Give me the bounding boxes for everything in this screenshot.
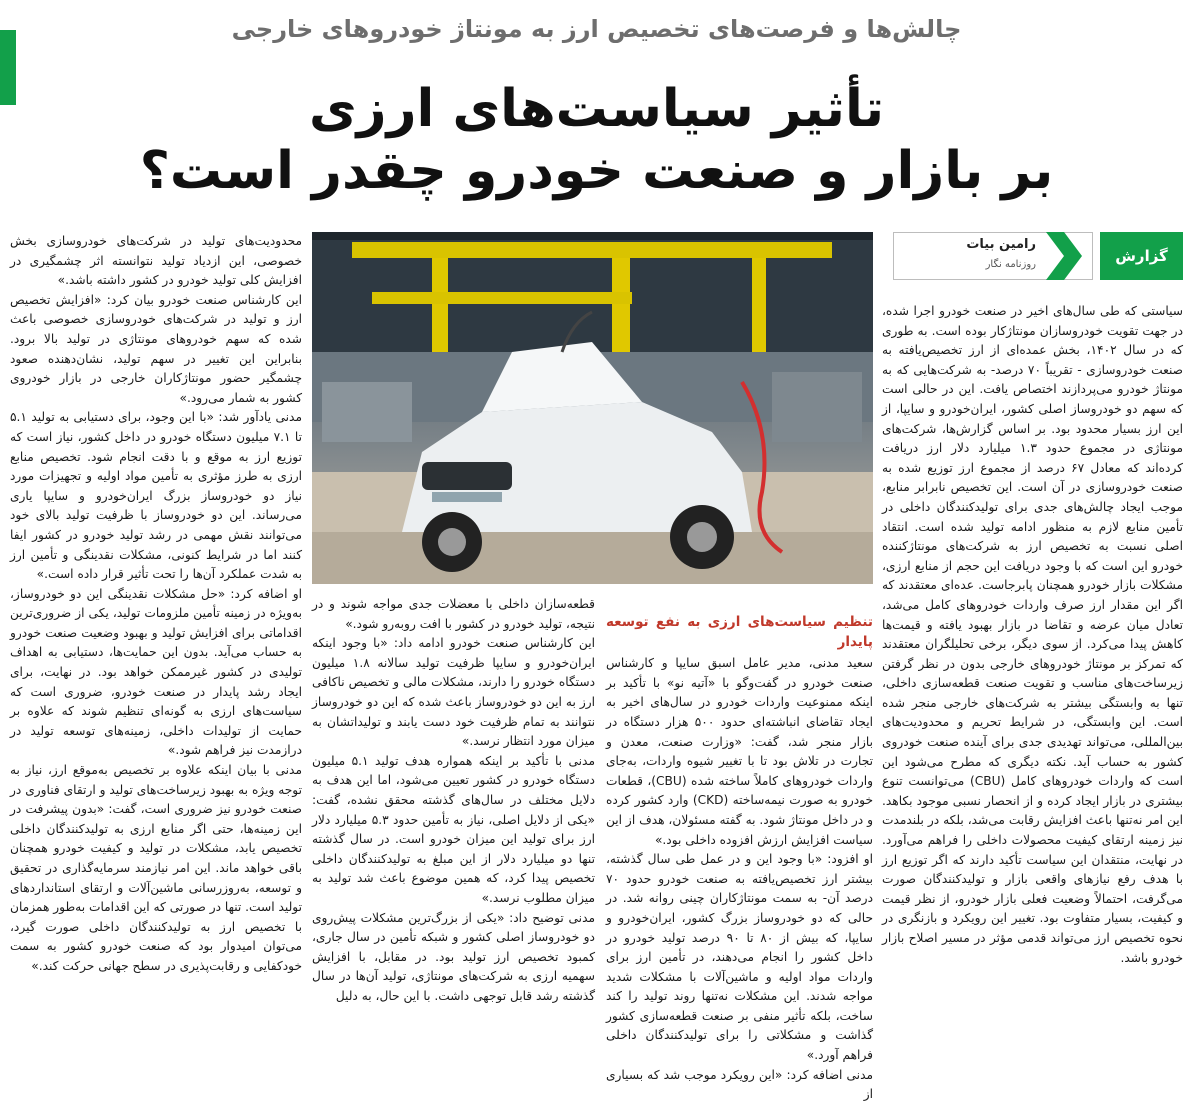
headline-line-1: تأثیر سیاست‌های ارزی	[308, 79, 885, 139]
paragraph: مدنی اضافه کرد: «این رویکرد موجب شد که بسیاری از	[606, 1067, 873, 1102]
report-tag	[1100, 232, 1183, 280]
paragraph: او افزود: «با وجود این و در عمل طی سال گذشته، بیشتر ارز تخصیص‌یافته به صنعت خودرو حدود ۷۰ درصد آن- به سمت مونتاژکاران چینی روانه شد. در حالی که دو خودروساز بزرگ کشور، ایران‌خودرو و سایپا، که بیش از ۸۰ تا ۹۰ درصد تولید خودرو در داخل کشور را انجام می‌دهند، در تأمین ارز برای واردات مواد اولیه و ماشین‌آلات با مشکلات شدید مواجه شدند. این مشکلات نه‌تنها روند تولید را کند ساخت، بلکه تأثیر منفی بر صنعت قطعه‌سازی کشور گذاشت و مشکلاتی را برای تولیدکنندگان داخلی فراهم آورد.»	[606, 852, 874, 1063]
article-kicker: چالش‌ها و فرصت‌های تخصیص ارز به مونتاژ خودروهای خارجی	[231, 15, 962, 43]
article-headline	[40, 78, 1153, 202]
column-right	[882, 302, 1183, 1012]
car-factory-illustration	[312, 232, 873, 584]
report-tag-label: گزارش	[1115, 247, 1168, 265]
edge-accent-bar	[0, 30, 16, 105]
subheading: تنظیم سیاست‌های ارزی به نفع توسعه پایدار	[606, 614, 873, 650]
column-middle-left	[312, 595, 595, 1012]
author-name: رامین بیات	[966, 237, 1036, 252]
paragraph: محدودیت‌های تولید در شرکت‌های خودروسازی بخش خصوصی، این ازدیاد تولید نتوانسته اثر چشمگیری در افزایش کلی تولید خودرو در کشور داشته باشد.»	[10, 234, 302, 288]
paragraph: مدنی توضیح داد: «یکی از بزرگ‌ترین مشکلات پیش‌روی دو خودروساز اصلی کشور و شبکه تأمین در سال جاری، کمبود تخصیص ارز تولید بود. در مقابل، با افزایش سهمیه ارزی به شرکت‌های مونتاژی، تولید آن‌ها در سال گذشته رشد قابل توجهی داشت. با این حال، به دلیل	[312, 910, 595, 1003]
chevron-icon	[1032, 232, 1092, 280]
author-role: روزنامه نگار	[985, 259, 1036, 270]
paragraph: سعید مدنی، مدیر عامل اسبق سایپا و کارشناس صنعت خودرو در گفت‌وگو با «آتیه نو» با تأکید بر اینکه ممنوعیت واردات خودرو در سال‌های اخیر به ایجاد تقاضای انباشته‌ای حدود ۵۰۰ هزار دستگاه در بازار منجر شد، گفت: «وزارت صنعت، معدن و تجارت در تلاش بود تا با تغییر شیوه واردات، به‌جای واردات خودروهای کاملاً ساخته شده (CBU)، قطعات خودرو به صورت نیمه‌ساخته (CKD) وارد کشور کرده و در داخل مونتاژ شود. به گفته مسئولان، هدف از این سیاست افزایش ارزش افزوده داخلی بود.»	[606, 656, 874, 847]
column-middle-right	[606, 613, 874, 1102]
column-left	[10, 232, 302, 1012]
paragraph: سیاستی که طی سال‌های اخیر در صنعت خودرو اجرا شده، در جهت تقویت خودروسازان مونتاژکار بوده است. به طوری که در سال ۱۴۰۲، بخش عمده‌ای از ارز تخصیص‌یافته به صنعت خودروسازی - تقریباً ۷۰ درصد- به شرکت‌هایی که به مونتاژ خودرو می‌پردازند اختصاص یافت. این در حالی است که سهم دو خودروساز اصلی کشور، ایران‌خودرو و سایپا، از این ارز بسیار محدود بود. بر اساس گزارش‌ها، شرکت‌های مونتاژی در مجموع حدود ۱.۳ میلیارد دلار ارز دریافت کرده‌اند که معادل ۶۷ درصد از مجموع ارز توزیع شده به صنعت خودروسازی در آن است. این تخصیص نابرابر منابع، موجب ایجاد چالش‌های جدی برای تولیدکنندگان داخلی در تأمین منابع لازم به منظور ادامه تولید شده است. انتقاد اصلی نسبت به تخصیص ارز به شرکت‌های مونتاژکننده خودرو این است که با وجود دریافت این حجم از منابع ارزی، مشکلات بازار خودرو همچنان پابرجاست. عده‌ای معتقدند که اگر این مقدار ارز صرف واردات خودروهای کامل می‌شد، تعادل میان عرضه و تقاضا در بازار بهبود یافته و قیمت‌ها کاهش پیدا می‌کرد. از سوی دیگر، برخی تحلیلگران معتقدند که تمرکز بر مونتاژ خودروهای خارجی بدون در نظر گرفتن زیرساخت‌های مناسب و تقویت صنعت قطعه‌سازی داخلی، تنها به وابستگی بیشتر به شرکت‌های خارجی منجر شده است. این وابستگی، در شرایط تحریم و محدودیت‌های بین‌المللی، می‌تواند تهدیدی جدی برای آینده صنعت خودروی کشور به حساب آید. نکته دیگری که مطرح می‌شود این است که واردات خودروهای کامل (CBU) می‌توانست تنوع بیشتری در بازار ایجاد کرده و از انحصار نسبی موجود بکاهد. این امر نه‌تنها باعث افزایش رقابت می‌شد، بلکه در بلندمدت نیز زمینه ارتقای کیفیت محصولات داخلی را فراهم می‌آورد. در نهایت، منتقدان این سیاست تأکید دارند که اگر توزیع ارز با هدف رفع نیازهای واقعی بازار و تولیدکنندگان صورت می‌گرفت، احتمالاً وضعیت فعلی بازار خودرو، از نظر قیمت و کیفیت، بسیار متفاوت بود. تغییر این رویکرد و بازنگری در نحوه تخصیص ارز می‌تواند قدمی مؤثر در مسیر اصلاح بازار خودرو باشد.	[882, 304, 1184, 965]
headline-line-2: بر بازار و صنعت خودرو چقدر است؟	[139, 141, 1054, 201]
paragraph: مدنی یادآور شد: «با این وجود، برای دستیابی به تولید ۵.۱ تا ۷.۱ میلیون دستگاه خودرو در داخل کشور، نیاز است که توزیع ارز به موقع و با دقت انجام شود. تخصیص منابع ارزی به طرز مؤثری به تأمین مواد اولیه و تجهیزات مورد نیاز دو خودروساز بزرگ ایران‌خودرو و سایپا یاری می‌رساند. این دو خودروساز با ظرفیت تولید بالای خود می‌توانند نقش مهمی در رشد تولید خودرو در کشور ایفا کنند اما در شرایط کنونی، مشکلات نقدینگی و تأمین ارز به شدت عملکرد آن‌ها را تحت تأثیر قرار داده است.»	[10, 410, 302, 582]
paragraph: این کارشناس صنعت خودرو ادامه داد: «با وجود اینکه ایران‌خودرو و سایپا ظرفیت تولید سالانه ۱.۸ میلیون دستگاه خودرو را دارند، مشکلات مالی و تخصیص ناکافی ارز به این دو خودروساز باعث شده که این دو خودروساز نتوانند به تمام ظرفیت خود دست یابند و تولیداتشان به میزان مورد انتظار نرسد.»	[312, 636, 595, 749]
paragraph: او اضافه کرد: «حل مشکلات نقدینگی این دو خودروساز، به‌ویژه در زمینه تأمین ملزومات تولید، یکی از ضروری‌ترین اقداماتی برای افزایش تولید و بهبود وضعیت صنعت خودرو به حساب می‌آید. بدون این حمایت‌ها، دستیابی به اهداف تولیدی در کشور غیرممکن خواهد بود. در نهایت، برای ایجاد رشد پایدار در صنعت خودرو، ضروری است که سیاست‌های ارزی به گونه‌ای تنظیم شوند که علاوه بر حمایت از تولیدات داخلی، زمینه‌های توسعه تولید در درازمدت نیز فراهم شود.»	[10, 586, 302, 758]
paragraph: مدنی با تأکید بر اینکه همواره هدف تولید ۵.۱ میلیون دستگاه خودرو در کشور تعیین می‌شود، اما این هدف به دلایل مختلف در سال‌های گذشته محقق نشده، گفت: «یکی از دلایل اصلی، نیاز به تأمین حدود ۵.۳ میلیارد دلار ارز برای تولید این میزان خودرو است. در سال گذشته تنها دو میلیارد دلار از این مبلغ به تولیدکنندگان داخلی تخصیص پیدا کرد، که همین موضوع باعث شد تولید به میزان مطلوب نرسد.»	[312, 753, 595, 905]
paragraph: مدنی با بیان اینکه علاوه بر تخصیص به‌موقع ارز، نیاز به توجه ویژه به بهبود زیرساخت‌های تولید و ارتقای فناوری در صنعت خودرو نیز ضروری است، گفت: «بدون پیشرفت در این زمینه‌ها، حتی اگر منابع ارزی به تولیدکنندگان داخلی تخصیص یابد، مشکلات در تولید و کیفیت خودرو همچنان باقی خواهد ماند. این امر نیازمند سرمایه‌گذاری در تحقیق و توسعه، به‌روزرسانی ماشین‌آلات و ارتقای استانداردهای تولید است. تنها در صورتی که این اقدامات به‌طور همزمان با تخصیص ارز به تولیدکنندگان داخلی صورت گیرد، می‌توان امیدوار بود که صنعت خودرو کشور به سمت خودکفایی و رقابت‌پذیری در سطح جهانی حرکت کند.»	[10, 763, 302, 973]
paragraph: قطعه‌سازان داخلی با معضلات جدی مواجه شوند و در نتیجه، تولید خودرو در کشور با افت روبه‌رو شود.»	[312, 597, 595, 631]
article-photo	[312, 232, 873, 584]
paragraph: این کارشناس صنعت خودرو بیان کرد: «افزایش تخصیص ارز و تولید در شرکت‌های خودروسازی خصوصی باعث شده که سهم خودروهای مونتاژی در تولید بالا برود. بنابراین این تغییر در سهم تولید، نشان‌دهنده صعود چشمگیر حضور مونتاژکاران خارجی در بازار خودروی کشور به شمار می‌رود.»	[10, 292, 302, 405]
